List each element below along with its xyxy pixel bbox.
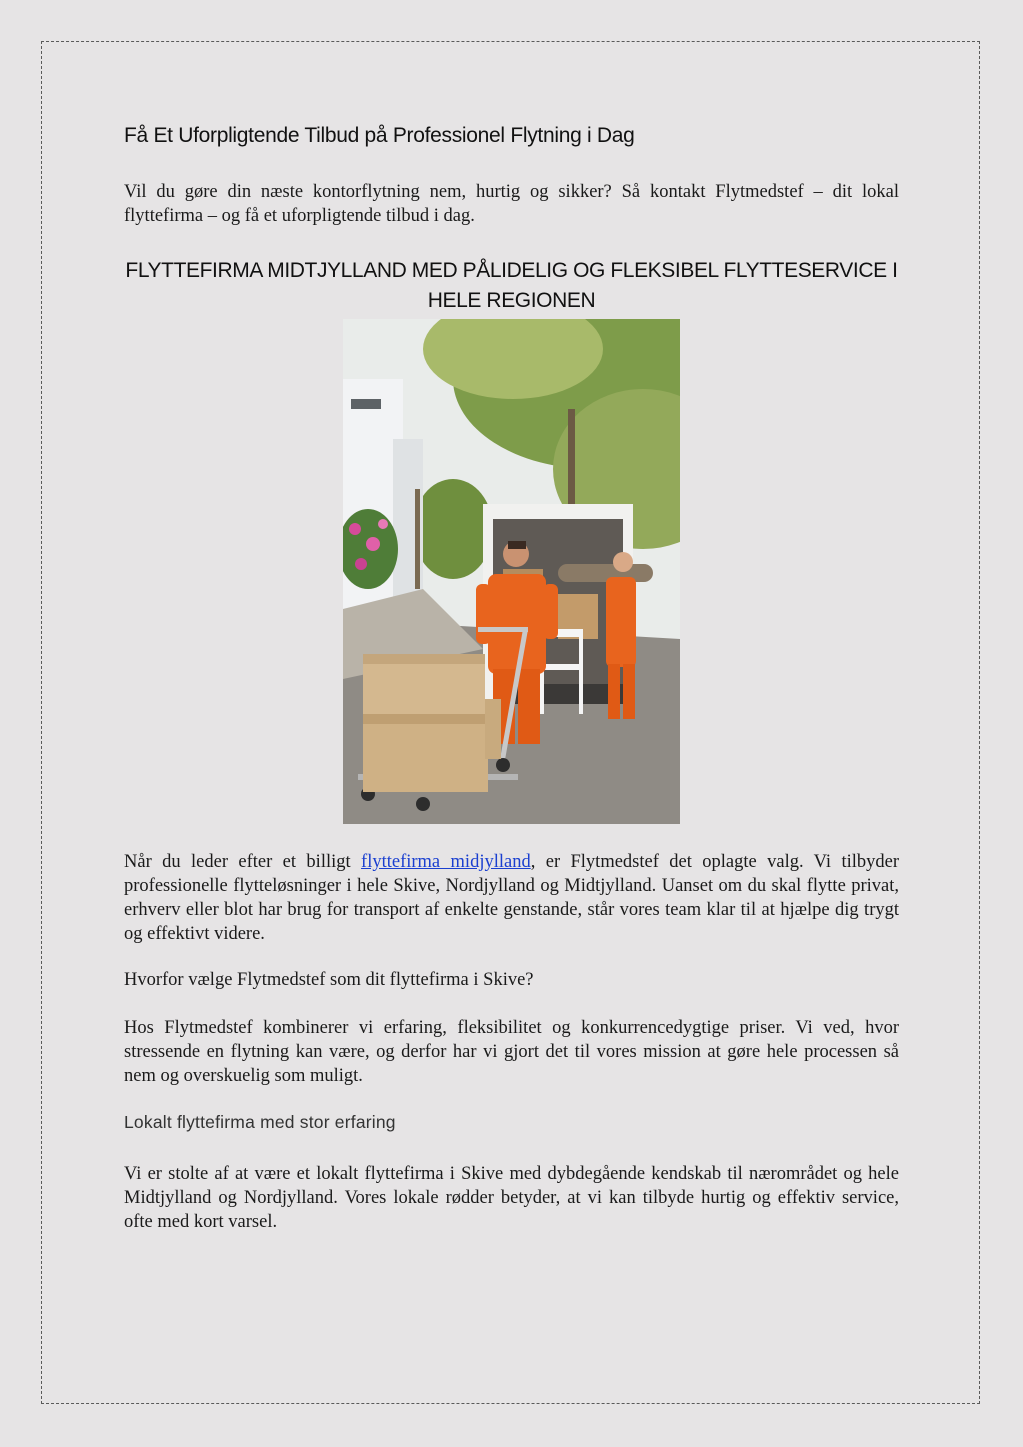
subheading-local: Lokalt flyttefirma med stor erfaring [124, 1112, 396, 1132]
paragraph-local: Vi er stolte af at være et lokalt flyttefirma i Skive med dybdegående kendskab til nærområdet og hele Midtjylland og Nordjylland. Vores lokale rødder betyder, at vi kan tilbyde hurtig og effektiv service, ofte med kort varsel. [124, 1164, 899, 1232]
page-title: Få Et Uforpligtende Tilbud på Professionel Flytning i Dag [124, 124, 635, 147]
section-heading: FLYTTEFIRMA MIDTJYLLAND MED PÅLIDELIG OG FLEKSIBEL FLYTTESERVICE I HELE REGIONEN [125, 259, 898, 312]
paragraph-text-start: Når du leder efter et billigt [124, 852, 362, 872]
paragraph-why: Hos Flytmedstef kombinerer vi erfaring, fleksibilitet og konkurrencedygtige priser. Vi ved, hvor stressende en flytning kan være, og derfor har vi gjort det til vores mission at gøre hele processen så nem og overskuelig som muligt. [124, 1018, 899, 1086]
question-heading: Hvorfor vælge Flytmedstef som dit flyttefirma i Skive? [124, 970, 534, 990]
flyttefirma-link[interactable]: flyttefirma midjylland [361, 852, 531, 872]
movers-photo [343, 319, 680, 824]
intro-paragraph: Vil du gøre din næste kontorflytning nem, hurtig og sikker? Så kontakt Flytmedstef – dit lokal flyttefirma – og få et uforpligtende tilbud i dag. [124, 182, 899, 226]
paragraph-intro-company [124, 850, 899, 946]
paragraph-text-end: , er Flytmedstef det oplagte valg. Vi tilbyder professionelle flytteløsninger i hele Skive, Nordjylland og Midtjylland. Uanset om du skal flytte privat, erhverv eller blot har brug for transport af enkelte genstande, står vores team klar til at hjælpe dig trygt og effektivt videre. [124, 852, 899, 944]
